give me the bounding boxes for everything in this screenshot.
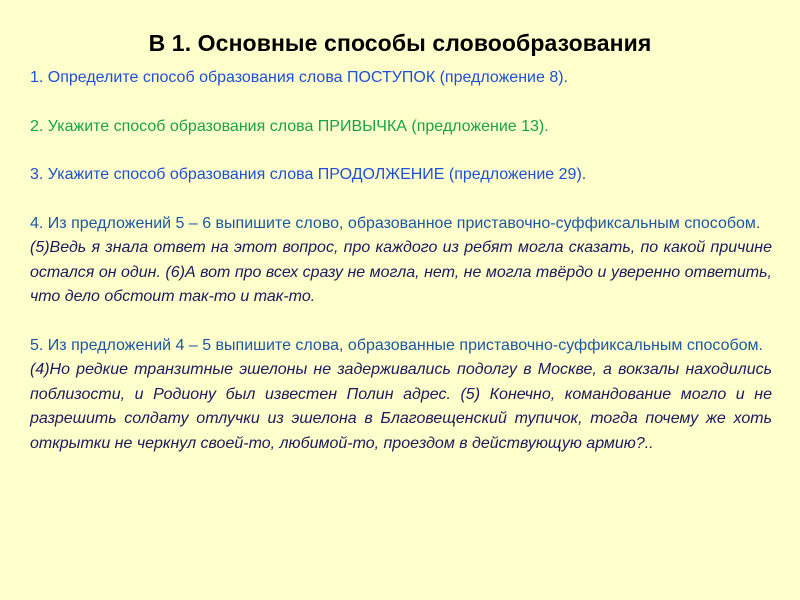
question-3: 3. Укажите способ образования слова ПРОДОЛЖЕНИЕ (предложение 29).: [30, 166, 587, 183]
question-4-passage: (5)Ведь я знала ответ на этот вопрос, про каждого из ребят могла сказать, по какой причине остался он один. (6)А вот про всех сразу не могла, нет, не могла твёрдо и уверенно ответить, что дело обстоит так-то и так-то.: [30, 239, 772, 305]
question-2: 2. Укажите способ образования слова ПРИВЫЧКА (предложение 13).: [30, 117, 549, 135]
spacer: [30, 188, 772, 212]
question-5-passage: (4)Но редкие транзитные эшелоны не задерживались подолгу в Москве, а вокзалы находились поблизости, и Родиону был известен Полин адрес. (5) Конечно, командование могло и не разрешить солдату отлучки из эшелона в Благовещенский тупичок, тогда почему же хоть открытки не черкнул своей-то, любимой-то, проездом в действующую армию?..: [30, 361, 772, 452]
slide-title: В 1. Основные способы словообразования: [148, 30, 652, 56]
question-4: 4. Из предложений 5 – 6 выпишите слово, образованное приставочно-суффиксальным способом.: [30, 214, 761, 232]
question-1: 1. Определите способ образования слова ПОСТУПОК (предложение 8).: [30, 69, 568, 86]
question-5: 5. Из предложений 4 – 5 выпишите слова, образованные приставочно-суффиксальным способом.: [30, 336, 763, 354]
spacer: [30, 139, 772, 163]
spacer: [30, 91, 772, 115]
questions-block: [30, 66, 772, 456]
spacer: [30, 310, 772, 334]
